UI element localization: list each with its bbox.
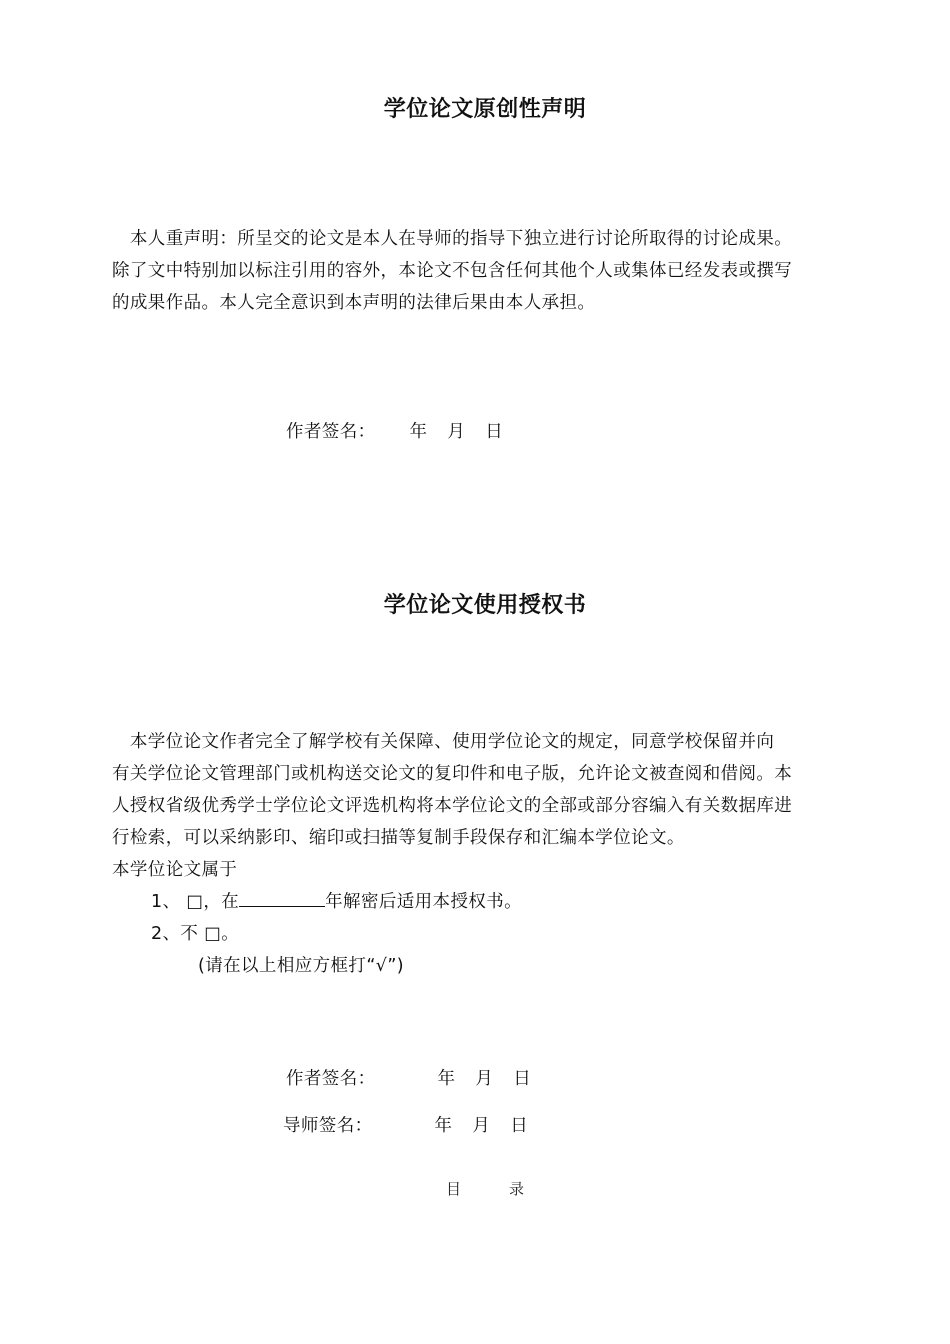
declaration-title: 学位论文原创性声明	[383, 97, 587, 122]
supervisor-signature-label: 导师签名：	[283, 1116, 373, 1136]
toc-char-1: 目	[445, 1180, 461, 1198]
date-month: 月	[447, 422, 466, 442]
option-1-prefix: 1、 □，在	[151, 892, 240, 912]
paragraph-line: 本人重声明：所呈交的论文是本人在导师的指导下独立进行讨论所取得的讨论成果。	[112, 229, 793, 249]
belongs-label: 本学位论文属于	[112, 860, 238, 880]
author-signature-label: 作者签名：	[286, 1069, 376, 1089]
date-year: 年	[409, 422, 428, 442]
date-month: 月	[475, 1069, 494, 1089]
paragraph-line: 本学位论文作者完全了解学校有关保障、使用学位论文的规定，同意学校保留并向	[112, 732, 775, 752]
date-day: 日	[485, 422, 504, 442]
option-1-suffix: 年解密后适用本授权书。	[325, 892, 523, 912]
paragraph-line: 有关学位论文管理部门或机构送交论文的复印件和电子版，允许论文被查阅和借阅。本	[112, 764, 793, 784]
paragraph-line: 行检索，可以采纳影印、缩印或扫描等复制手段保存和汇编本学位论文。	[112, 828, 685, 848]
authorization-title: 学位论文使用授权书	[383, 593, 587, 618]
date-year: 年	[434, 1116, 453, 1136]
toc-heading	[0, 1178, 950, 1199]
date-day: 日	[510, 1116, 529, 1136]
checkbox-note: (请在以上相应方框打“√”)	[198, 956, 405, 976]
option-2: 2、不 □。	[151, 924, 240, 944]
year-blank-field[interactable]	[239, 888, 325, 907]
declaration-paragraph	[112, 223, 864, 319]
supervisor-signature-line	[283, 1112, 528, 1137]
authorization-paragraph	[112, 726, 864, 854]
paragraph-line: 的成果作品。本人完全意识到本声明的法律后果由本人承担。	[112, 293, 596, 313]
toc-char-2: 录	[509, 1180, 525, 1198]
paragraph-line: 除了文中特别加以标注引用的容外，本论文不包含任何其他个人或集体已经发表或撰写	[112, 261, 793, 281]
authorization-author-signature-line	[286, 1065, 531, 1090]
paragraph-line: 人授权省级优秀学士学位论文评选机构将本学位论文的全部或部分容编入有关数据库进	[112, 796, 793, 816]
date-month: 月	[472, 1116, 491, 1136]
author-signature-label: 作者签名：	[286, 422, 376, 442]
declaration-author-signature-line	[286, 418, 503, 443]
option-1	[151, 888, 522, 913]
date-day: 日	[513, 1069, 532, 1089]
date-year: 年	[437, 1069, 456, 1089]
